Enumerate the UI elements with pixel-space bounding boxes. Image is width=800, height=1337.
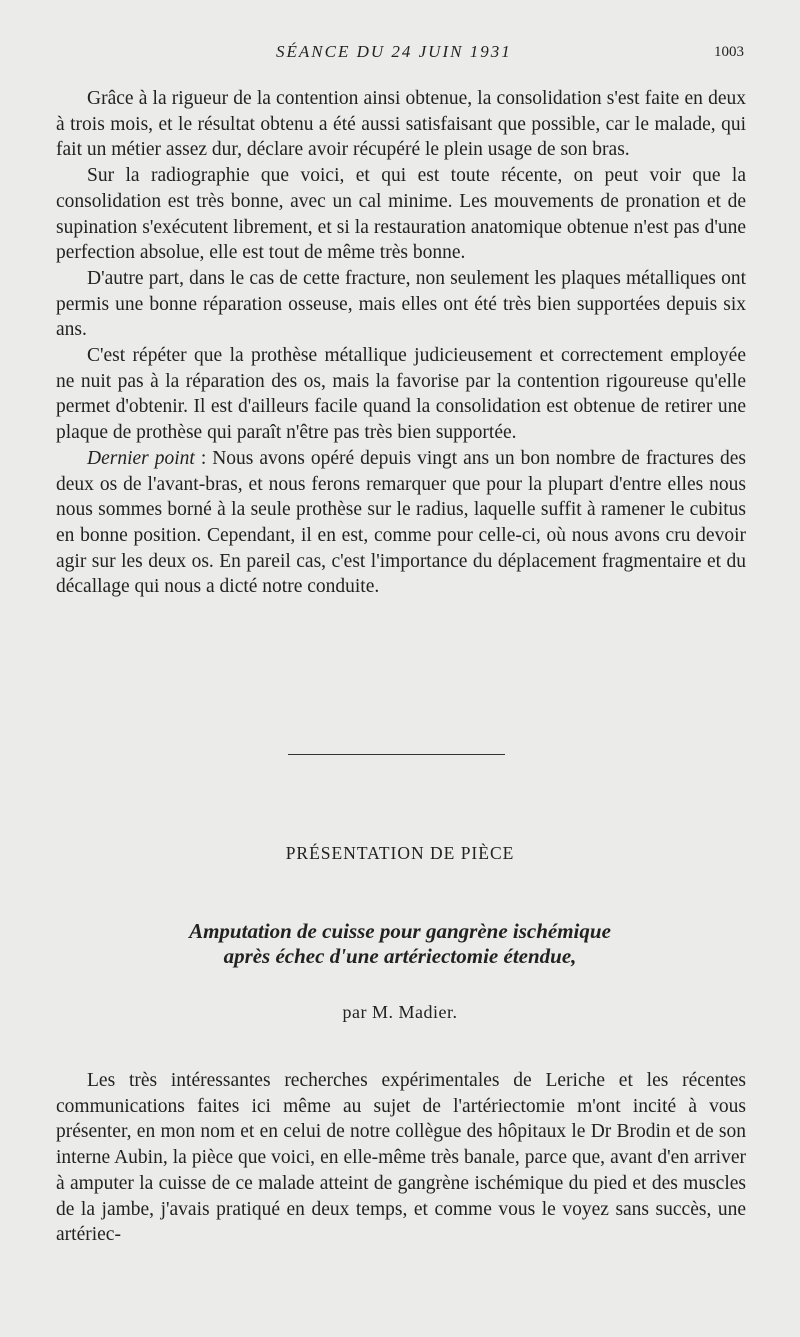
paragraph-rest: : Nous avons opéré depuis vingt ans un bon nombre de fractures des deux os de l'avant-bras, et nous ferons remarquer que pour la plupart d'entre elles nous nous sommes borné à la seule prothèse sur le radius, laquelle suffit à ramener le cubitus en bonne position. Cependant, il en est, comme pour celle-ci, où nous avons cru devoir agir sur les deux os. En pareil cas, c'est l'importance du déplacement fragmentaire et du décallage qui nous a dicté notre conduite.	[56, 447, 747, 598]
article-title-line: après échec d'une artériectomie étendue,	[223, 944, 577, 968]
article-text	[56, 1068, 746, 1248]
section-divider	[288, 754, 505, 755]
paragraph-lead: Dernier point	[87, 447, 195, 469]
section-heading: PRÉSENTATION DE PIÈCE	[285, 843, 515, 863]
page-number: 1003	[714, 44, 744, 60]
paragraph-last	[56, 446, 746, 600]
page-header	[0, 38, 800, 68]
paragraph: C'est répéter que la prothèse métallique judicieusement et correctement employée ne nuit pas à la réparation des os, mais la favorise par la contention rigoureuse qu'elle permet d'obtenir. Il est d'ailleurs facile quand la consolidation est obtenue de retirer une plaque de prothèse qui paraît n'être pas très bien supportée.	[56, 345, 746, 444]
article-author: par M. Madier.	[342, 1002, 458, 1022]
paragraph: Les très intéressantes recherches expérimentales de Leriche et les récentes communications faites ici même au sujet de l'artériectomie m'ont incité à vous présenter, en mon nom et en celui de notre collègue des hôpitaux le Dr Brodin et de son interne Aubin, la pièce que voici, en elle-même très banale, parce que, avant d'en arriver à amputer la cuisse de ce malade atteint de gangrène ischémique du pied et des muscles de la jambe, j'avais pratiqué en deux temps, et comme vous le voyez sans succès, une artériec-	[56, 1070, 746, 1246]
running-title: SÉANCE DU 24 JUIN 1931	[276, 42, 512, 61]
paragraph: D'autre part, dans le cas de cette fracture, non seulement les plaques métalliques ont permis une bonne réparation osseuse, mais elles ont été très bien supportées depuis six ans.	[56, 267, 746, 341]
paragraph: Grâce à la rigueur de la contention ainsi obtenue, la consolidation s'est faite en deux à trois mois, et le résultat obtenu a été aussi satisfaisant que possible, car le malade, qui fait un métier assez dur, déclare avoir récupéré le plein usage de son bras.	[56, 88, 746, 161]
article-title-line: Amputation de cuisse pour gangrène ischémique	[189, 919, 611, 943]
article-title	[0, 919, 800, 969]
previous-article-text	[56, 86, 746, 600]
paragraph: Sur la radiographie que voici, et qui est toute récente, on peut voir que la consolidation est très bonne, avec un cal minime. Les mouvements de pronation et de supination s'exécutent librement, et si la restauration anatomique obtenue n'est pas d'une perfection absolue, elle est tout de même très bonne.	[56, 165, 746, 264]
